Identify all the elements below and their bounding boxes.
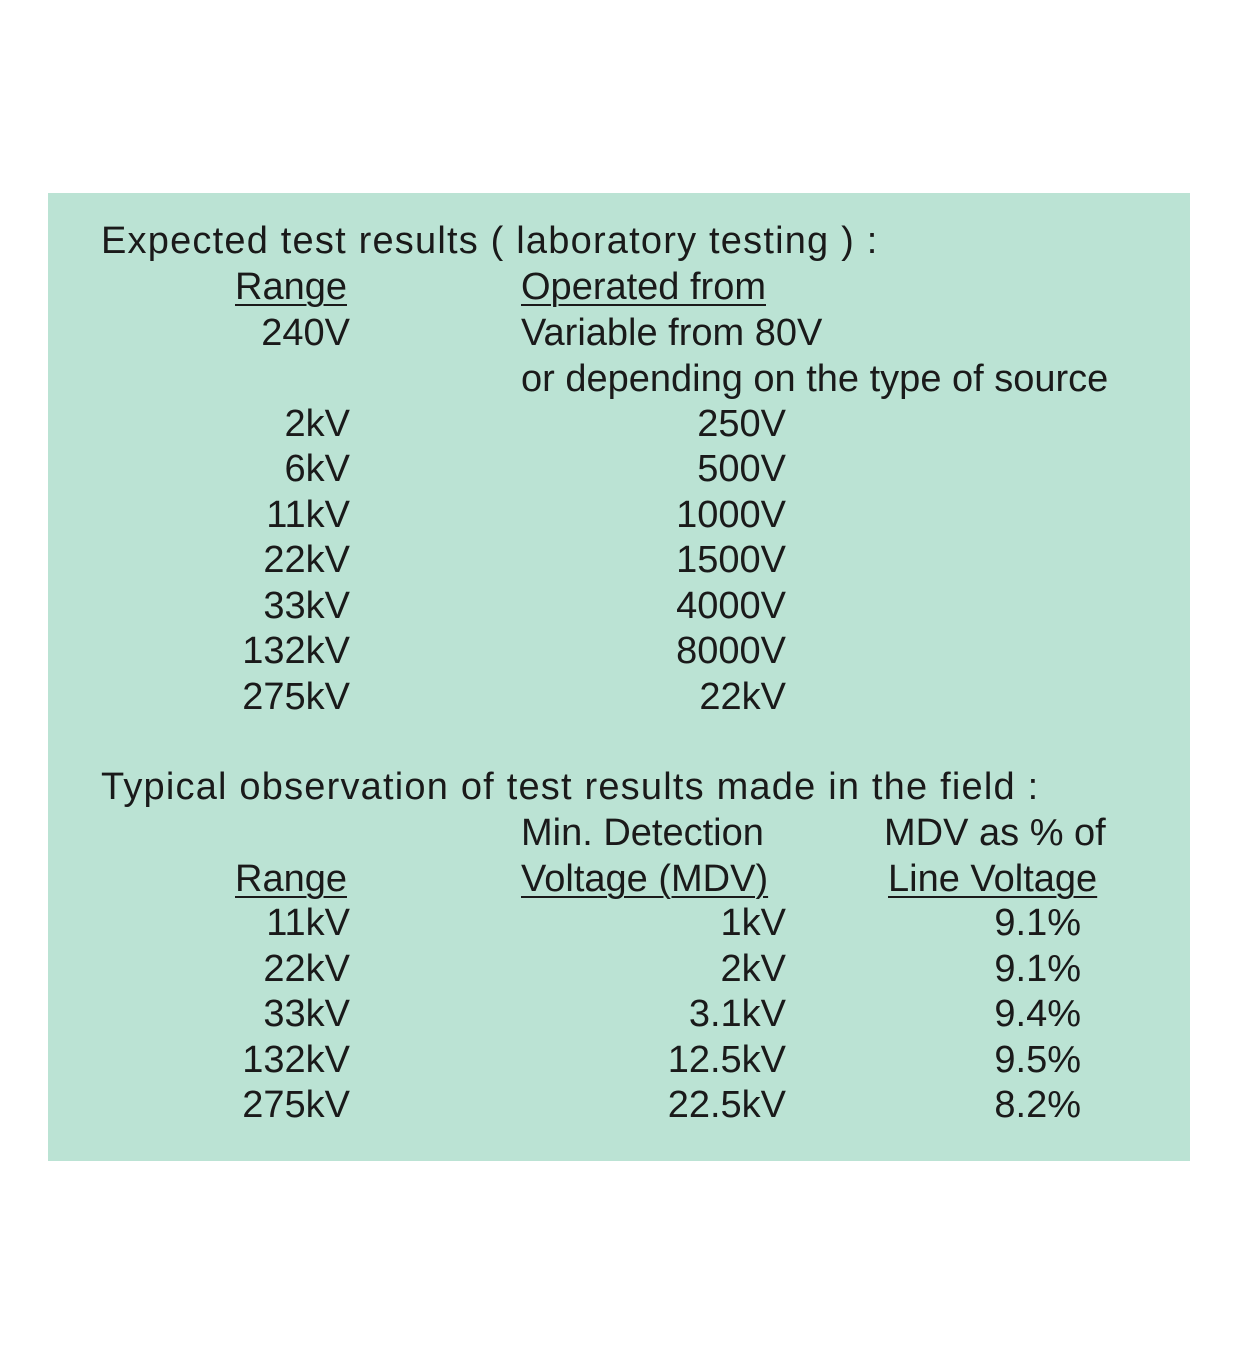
lab-operated-cell: 1500V: [676, 539, 786, 581]
field-mdv-cell: 22.5kV: [667, 1084, 786, 1126]
lab-range-cell: 132kV: [242, 630, 350, 672]
field-pct-header-line1: MDV as % of: [884, 812, 1106, 854]
lab-range-cell: 275kV: [242, 676, 350, 718]
lab-range-cell: 33kV: [263, 585, 350, 627]
field-pct-header-line2: Line Voltage: [888, 858, 1098, 900]
lab-operated-cell-note: or depending on the type of source: [521, 358, 1109, 400]
lab-range-cell: 22kV: [263, 539, 350, 581]
field-pct-cell: 9.4%: [994, 993, 1081, 1035]
lab-range-header: Range: [235, 266, 347, 308]
field-mdv-cell: 12.5kV: [667, 1039, 786, 1081]
lab-testing-heading: Expected test results ( laboratory testing ) :: [101, 220, 879, 262]
field-range-cell: 11kV: [266, 902, 350, 944]
lab-operated-cell: 250V: [697, 403, 786, 445]
field-range-cell: 33kV: [263, 993, 350, 1035]
field-mdv-cell: 2kV: [720, 948, 786, 990]
lab-range-cell: 2kV: [284, 403, 350, 445]
lab-operated-cell: 500V: [697, 448, 786, 490]
field-pct-cell: 8.2%: [994, 1084, 1081, 1126]
field-mdv-cell: 3.1kV: [688, 993, 786, 1035]
field-mdv-header-line1: Min. Detection: [521, 812, 764, 854]
field-range-header: Range: [235, 858, 347, 900]
field-mdv-header-line2: Voltage (MDV): [521, 858, 769, 900]
field-pct-cell: 9.5%: [994, 1039, 1081, 1081]
lab-operated-header: Operated from: [521, 266, 766, 308]
lab-operated-cell: 1000V: [676, 494, 786, 536]
field-range-cell: 22kV: [263, 948, 350, 990]
field-observation-heading: Typical observation of test results made in the field :: [101, 766, 1040, 808]
field-range-cell: 275kV: [242, 1084, 350, 1126]
lab-range-cell: 240V: [261, 312, 350, 354]
lab-range-cell: 11kV: [266, 494, 350, 536]
lab-range-cell: 6kV: [284, 448, 350, 490]
field-pct-cell: 9.1%: [994, 948, 1081, 990]
lab-operated-cell: Variable from 80V: [521, 312, 823, 354]
lab-operated-cell: 4000V: [676, 585, 786, 627]
field-range-cell: 132kV: [242, 1039, 350, 1081]
lab-operated-cell: 22kV: [699, 676, 786, 718]
field-pct-cell: 9.1%: [994, 902, 1081, 944]
field-mdv-cell: 1kV: [720, 902, 786, 944]
lab-operated-cell: 8000V: [676, 630, 786, 672]
